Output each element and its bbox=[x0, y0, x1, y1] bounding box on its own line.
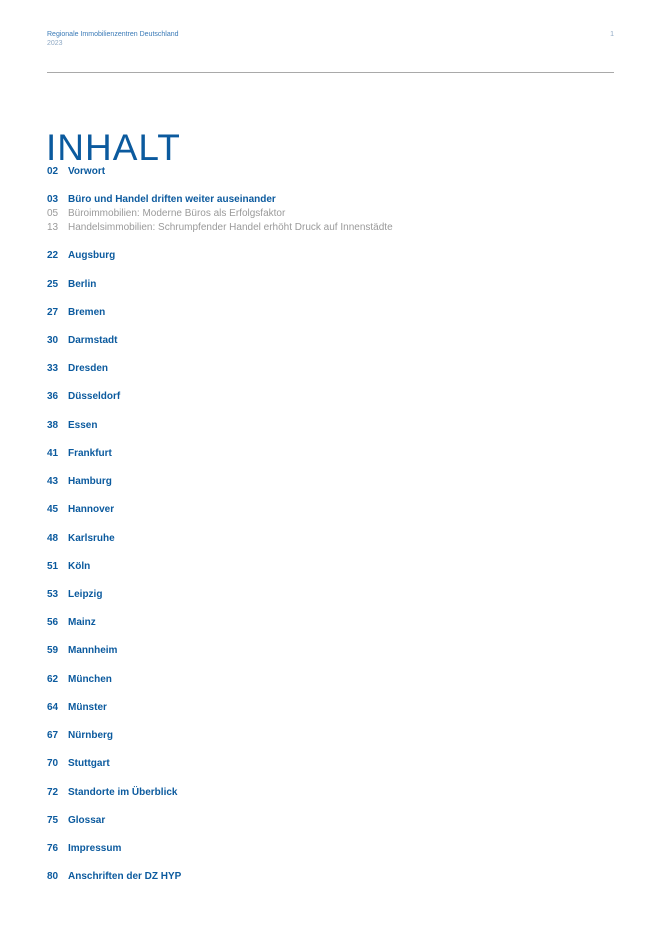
toc-entry-nuernberg[interactable] bbox=[47, 730, 113, 742]
toc-entry-mainz[interactable] bbox=[47, 617, 96, 629]
toc-page-number: 76 bbox=[47, 843, 59, 854]
toc-page-number: 03 bbox=[47, 194, 59, 205]
toc-label: Dresden bbox=[68, 363, 109, 374]
toc-label: Essen bbox=[68, 420, 98, 431]
toc-entry-stuttgart[interactable] bbox=[47, 758, 110, 770]
toc-page-number: 27 bbox=[47, 307, 59, 318]
toc-label: Glossar bbox=[68, 815, 106, 826]
toc-entry-buero-und-handel[interactable] bbox=[47, 194, 276, 206]
toc-entry-impressum[interactable] bbox=[47, 843, 121, 855]
toc-label: Berlin bbox=[68, 279, 97, 290]
toc-page-number: 25 bbox=[47, 279, 59, 290]
toc-entry-darmstadt[interactable] bbox=[47, 335, 117, 347]
toc-label: Handelsimmobilien: Schrumpfender Handel erhöht Druck auf Innenstädte bbox=[68, 222, 393, 233]
toc-entry-essen[interactable] bbox=[47, 420, 97, 432]
toc-entry-anschriften[interactable] bbox=[47, 871, 181, 883]
toc-label: Mannheim bbox=[68, 645, 118, 656]
toc-page-number: 22 bbox=[47, 250, 59, 261]
toc-page-number: 67 bbox=[47, 730, 59, 741]
toc-page-number: 05 bbox=[47, 208, 59, 219]
toc-label: Nürnberg bbox=[68, 730, 113, 741]
toc-label: Düsseldorf bbox=[68, 391, 121, 402]
toc-entry-hamburg[interactable] bbox=[47, 476, 112, 488]
page-header bbox=[47, 30, 614, 54]
toc-page-number: 53 bbox=[47, 589, 59, 600]
toc-label: München bbox=[68, 674, 112, 685]
toc-label: Anschriften der DZ HYP bbox=[68, 871, 182, 882]
toc-page-number: 56 bbox=[47, 617, 59, 628]
toc-entry-bremen[interactable] bbox=[47, 307, 105, 319]
toc-entry-leipzig[interactable] bbox=[47, 589, 102, 601]
document-year: 2023 bbox=[47, 40, 63, 47]
toc-page-number: 51 bbox=[47, 561, 59, 572]
toc-entry-handelsimmobilien[interactable] bbox=[47, 222, 393, 234]
toc-label: Vorwort bbox=[68, 166, 106, 177]
toc-page-number: 48 bbox=[47, 533, 59, 544]
toc-page-number: 43 bbox=[47, 476, 59, 487]
toc-label: Impressum bbox=[68, 843, 122, 854]
toc-entry-glossar[interactable] bbox=[47, 815, 105, 827]
toc-page-number: 30 bbox=[47, 335, 59, 346]
toc-label: Leipzig bbox=[68, 589, 103, 600]
toc-label: Darmstadt bbox=[68, 335, 118, 346]
toc-label: Augsburg bbox=[68, 250, 116, 261]
toc-label: Köln bbox=[68, 561, 91, 572]
toc-page-number: 41 bbox=[47, 448, 59, 459]
toc-label: Mainz bbox=[68, 617, 96, 628]
header-divider bbox=[47, 72, 614, 73]
toc-entry-muenster[interactable] bbox=[47, 702, 107, 714]
toc-page-number: 80 bbox=[47, 871, 59, 882]
toc-page-number: 13 bbox=[47, 222, 59, 233]
toc-entry-berlin[interactable] bbox=[47, 279, 96, 291]
toc-entry-muenchen[interactable] bbox=[47, 674, 112, 686]
toc-entry-duesseldorf[interactable] bbox=[47, 391, 120, 403]
toc-entry-standorte[interactable] bbox=[47, 787, 177, 799]
toc-page-number: 70 bbox=[47, 758, 59, 769]
toc-entry-augsburg[interactable] bbox=[47, 250, 115, 262]
toc-page-number: 62 bbox=[47, 674, 59, 685]
toc-label: Münster bbox=[68, 702, 107, 713]
toc-entry-dresden[interactable] bbox=[47, 363, 108, 375]
toc-page-number: 64 bbox=[47, 702, 59, 713]
toc-entry-bueroimmobilien[interactable] bbox=[47, 208, 285, 220]
toc-page-number: 38 bbox=[47, 420, 59, 431]
toc-label: Bremen bbox=[68, 307, 106, 318]
toc-page-number: 02 bbox=[47, 166, 59, 177]
toc-label: Karlsruhe bbox=[68, 533, 115, 544]
toc-label: Hannover bbox=[68, 504, 115, 515]
page-title: INHALT bbox=[46, 126, 181, 168]
toc-label: Büroimmobilien: Moderne Büros als Erfolgsfaktor bbox=[68, 208, 286, 219]
document-title: Regionale Immobilienzentren Deutschland bbox=[47, 31, 179, 38]
toc-page-number: 72 bbox=[47, 787, 59, 798]
toc-entry-hannover[interactable] bbox=[47, 504, 114, 516]
toc-page-number: 59 bbox=[47, 645, 59, 656]
toc-entry-mannheim[interactable] bbox=[47, 645, 117, 657]
toc-label: Büro und Handel driften weiter auseinander bbox=[68, 194, 276, 205]
page-number: 1 bbox=[610, 31, 614, 38]
toc-page-number: 36 bbox=[47, 391, 59, 402]
toc-entry-karlsruhe[interactable] bbox=[47, 533, 115, 545]
toc-entry-koeln[interactable] bbox=[47, 561, 90, 573]
toc-page-number: 33 bbox=[47, 363, 59, 374]
toc-label: Hamburg bbox=[68, 476, 112, 487]
toc-page-number: 75 bbox=[47, 815, 59, 826]
toc-label: Frankfurt bbox=[68, 448, 112, 459]
toc-label: Standorte im Überblick bbox=[68, 787, 178, 798]
toc-entry-frankfurt[interactable] bbox=[47, 448, 112, 460]
toc-label: Stuttgart bbox=[68, 758, 110, 769]
toc-page-number: 45 bbox=[47, 504, 59, 515]
toc-entry-vorwort[interactable] bbox=[47, 166, 105, 178]
